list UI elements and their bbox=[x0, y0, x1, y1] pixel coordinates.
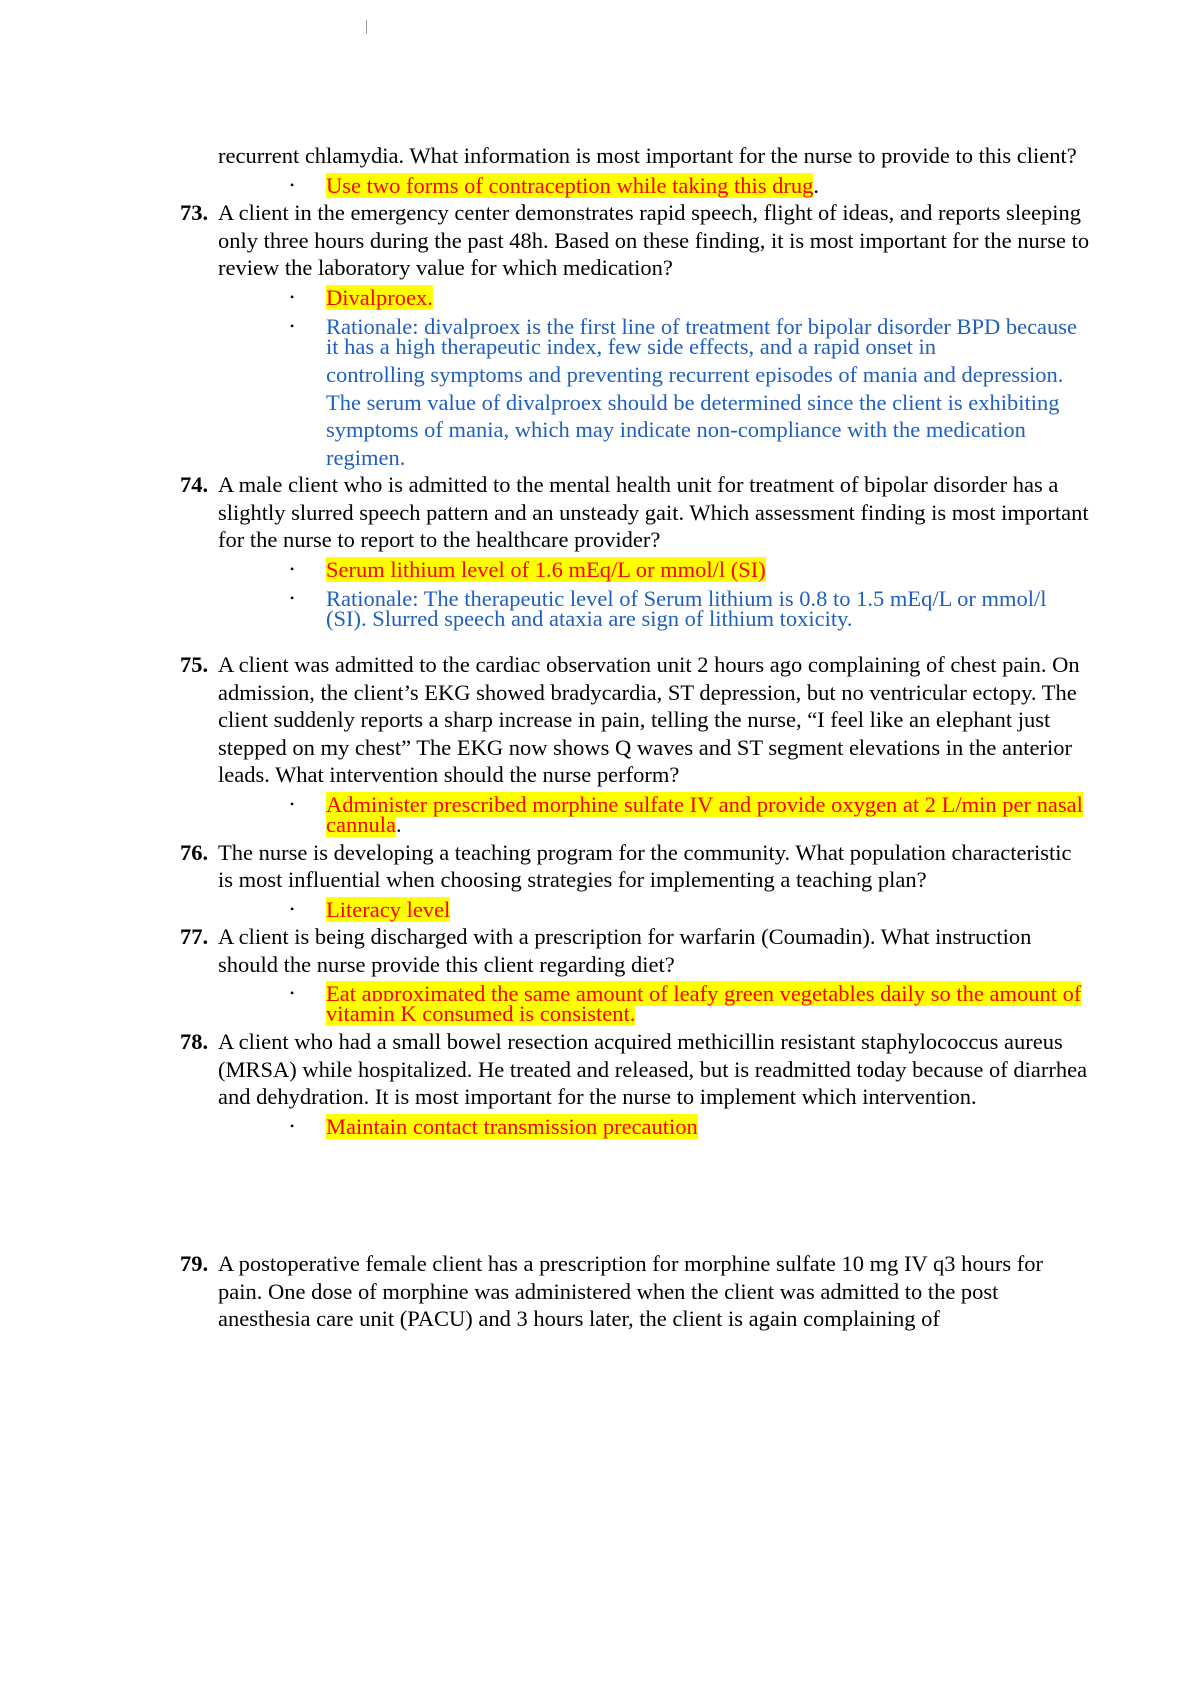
document-body bbox=[180, 142, 1090, 1333]
spacer bbox=[180, 1140, 1090, 1250]
answer-highlight: Maintain contact transmission precaution bbox=[326, 1113, 698, 1139]
bullet-icon: • bbox=[290, 289, 295, 304]
answer-list bbox=[218, 284, 1090, 472]
bullet-icon: • bbox=[290, 1118, 295, 1133]
answer-item bbox=[290, 1113, 1090, 1141]
question-text: A client was admitted to the cardiac observation unit 2 hours ago complaining of chest pain. On admission, the client’s EKG showed bradycardia, ST depression, but no ventricular ectopy. The client suddenly reports a sharp increase in pain, telling the nurse, “I feel like an elephant just stepped on my chest” The EKG now shows Q waves and ST segment elevations in the anterior leads. What intervention should the nurse perform? bbox=[218, 652, 1080, 787]
bullet-icon: • bbox=[290, 986, 295, 1000]
question-number: 75. bbox=[180, 652, 209, 677]
answer-highlight: Use two forms of contraception while taking this drug bbox=[326, 172, 814, 198]
bullet-icon: • bbox=[290, 561, 295, 576]
question-78 bbox=[180, 1028, 1090, 1140]
question-77 bbox=[180, 923, 1090, 1028]
question-73 bbox=[180, 199, 1090, 471]
answer-list bbox=[218, 1113, 1090, 1141]
question-number: 77. bbox=[180, 924, 209, 949]
question-76 bbox=[180, 839, 1090, 924]
question-number: 78. bbox=[180, 1029, 209, 1054]
question-text: A male client who is admitted to the mental health unit for treatment of bipolar disorder has a slightly slurred speech pattern and an unsteady gait. Which assessment finding is most important for the nurse to report to the healthcare provider? bbox=[218, 472, 1089, 552]
question-continuation bbox=[180, 142, 1090, 199]
answer-item bbox=[290, 980, 1090, 1028]
answer-highlight: Divalproex. bbox=[326, 284, 433, 310]
question-number: 74. bbox=[180, 472, 209, 497]
bullet-icon: • bbox=[290, 591, 295, 605]
question-number: 79. bbox=[180, 1251, 209, 1276]
answer-item bbox=[290, 791, 1090, 839]
rationale-text-continued: controlling symptoms and preventing recurrent episodes of mania and depression. The serum value of divalproex should be determined since the client is exhibiting symptoms of mania, which may indicate non-compliance with the medication regimen. bbox=[326, 362, 1064, 470]
answer-highlight: Literacy level bbox=[326, 896, 451, 922]
page-marker bbox=[366, 20, 367, 34]
rationale-text: Rationale: divalproex is the first line of treatment for bipolar disorder BPD because it has a high therapeutic index, few side effects, and a rapid onset in bbox=[326, 314, 1078, 359]
question-number: 76. bbox=[180, 839, 209, 865]
answer-highlight: Administer prescribed morphine sulfate IV and provide oxygen at 2 L/min per nasal cannula bbox=[326, 791, 1083, 837]
question-text: A postoperative female client has a prescription for morphine sulfate 10 mg IV q3 hours for pain. One dose of morphine was administered when the client was admitted to the post anesthesia care unit (PACU) and 3 hours later, the client is again complaining of bbox=[218, 1251, 1043, 1331]
bullet-icon: • bbox=[290, 796, 295, 811]
answer-tail: . bbox=[813, 172, 820, 198]
bullet-icon: • bbox=[290, 177, 295, 192]
question-text: recurrent chlamydia. What information is most important for the nurse to provide to this client? bbox=[218, 143, 1077, 168]
spacer bbox=[180, 633, 1090, 651]
question-79 bbox=[180, 1250, 1090, 1333]
answer-item bbox=[290, 284, 1090, 312]
question-text: A client in the emergency center demonstrates rapid speech, flight of ideas, and reports sleeping only three hours during the past 48h. Based on these finding, it is most important for the nurse to review the laboratory value for which medication? bbox=[218, 200, 1090, 280]
answer-item bbox=[290, 172, 1090, 200]
answer-highlight: Eat approximated the same amount of leafy green vegetables daily so the amount of vitamin K consumed is consistent. bbox=[326, 981, 1082, 1026]
answer-list bbox=[218, 791, 1090, 839]
answer-item bbox=[290, 896, 1090, 924]
question-74 bbox=[180, 471, 1090, 633]
question-text: A client who had a small bowel resection acquired methicillin resistant staphylococcus aureus (MRSA) while hospitalized. He treated and released, but is readmitted today because of diarrhea and dehydration. It is most important for the nurse to implement which intervention. bbox=[218, 1029, 1088, 1109]
rationale-text: Rationale: The therapeutic level of Serum lithium is 0.8 to 1.5 mEq/L or mmol/l (SI). Slurred speech and ataxia are sign of lithium toxicity. bbox=[326, 586, 1047, 631]
question-text: A client is being discharged with a prescription for warfarin (Coumadin). What instruction should the nurse provide this client regarding diet? bbox=[218, 924, 1032, 977]
question-75 bbox=[180, 651, 1090, 839]
answer-list bbox=[218, 172, 1090, 200]
rationale-item bbox=[290, 313, 1090, 471]
answer-list bbox=[218, 896, 1090, 924]
bullet-icon: • bbox=[290, 319, 295, 333]
answer-item bbox=[290, 556, 1090, 584]
question-number: 73. bbox=[180, 200, 209, 225]
rationale-item bbox=[290, 585, 1090, 633]
answer-tail: . bbox=[395, 811, 402, 837]
bullet-icon: • bbox=[290, 901, 295, 916]
question-text: The nurse is developing a teaching program for the community. What population characteristic is most influential when choosing strategies for implementing a teaching plan? bbox=[218, 839, 1072, 892]
answer-highlight: Serum lithium level of 1.6 mEq/L or mmol/l (SI) bbox=[326, 556, 766, 582]
answer-list bbox=[218, 556, 1090, 634]
answer-list bbox=[218, 980, 1090, 1028]
